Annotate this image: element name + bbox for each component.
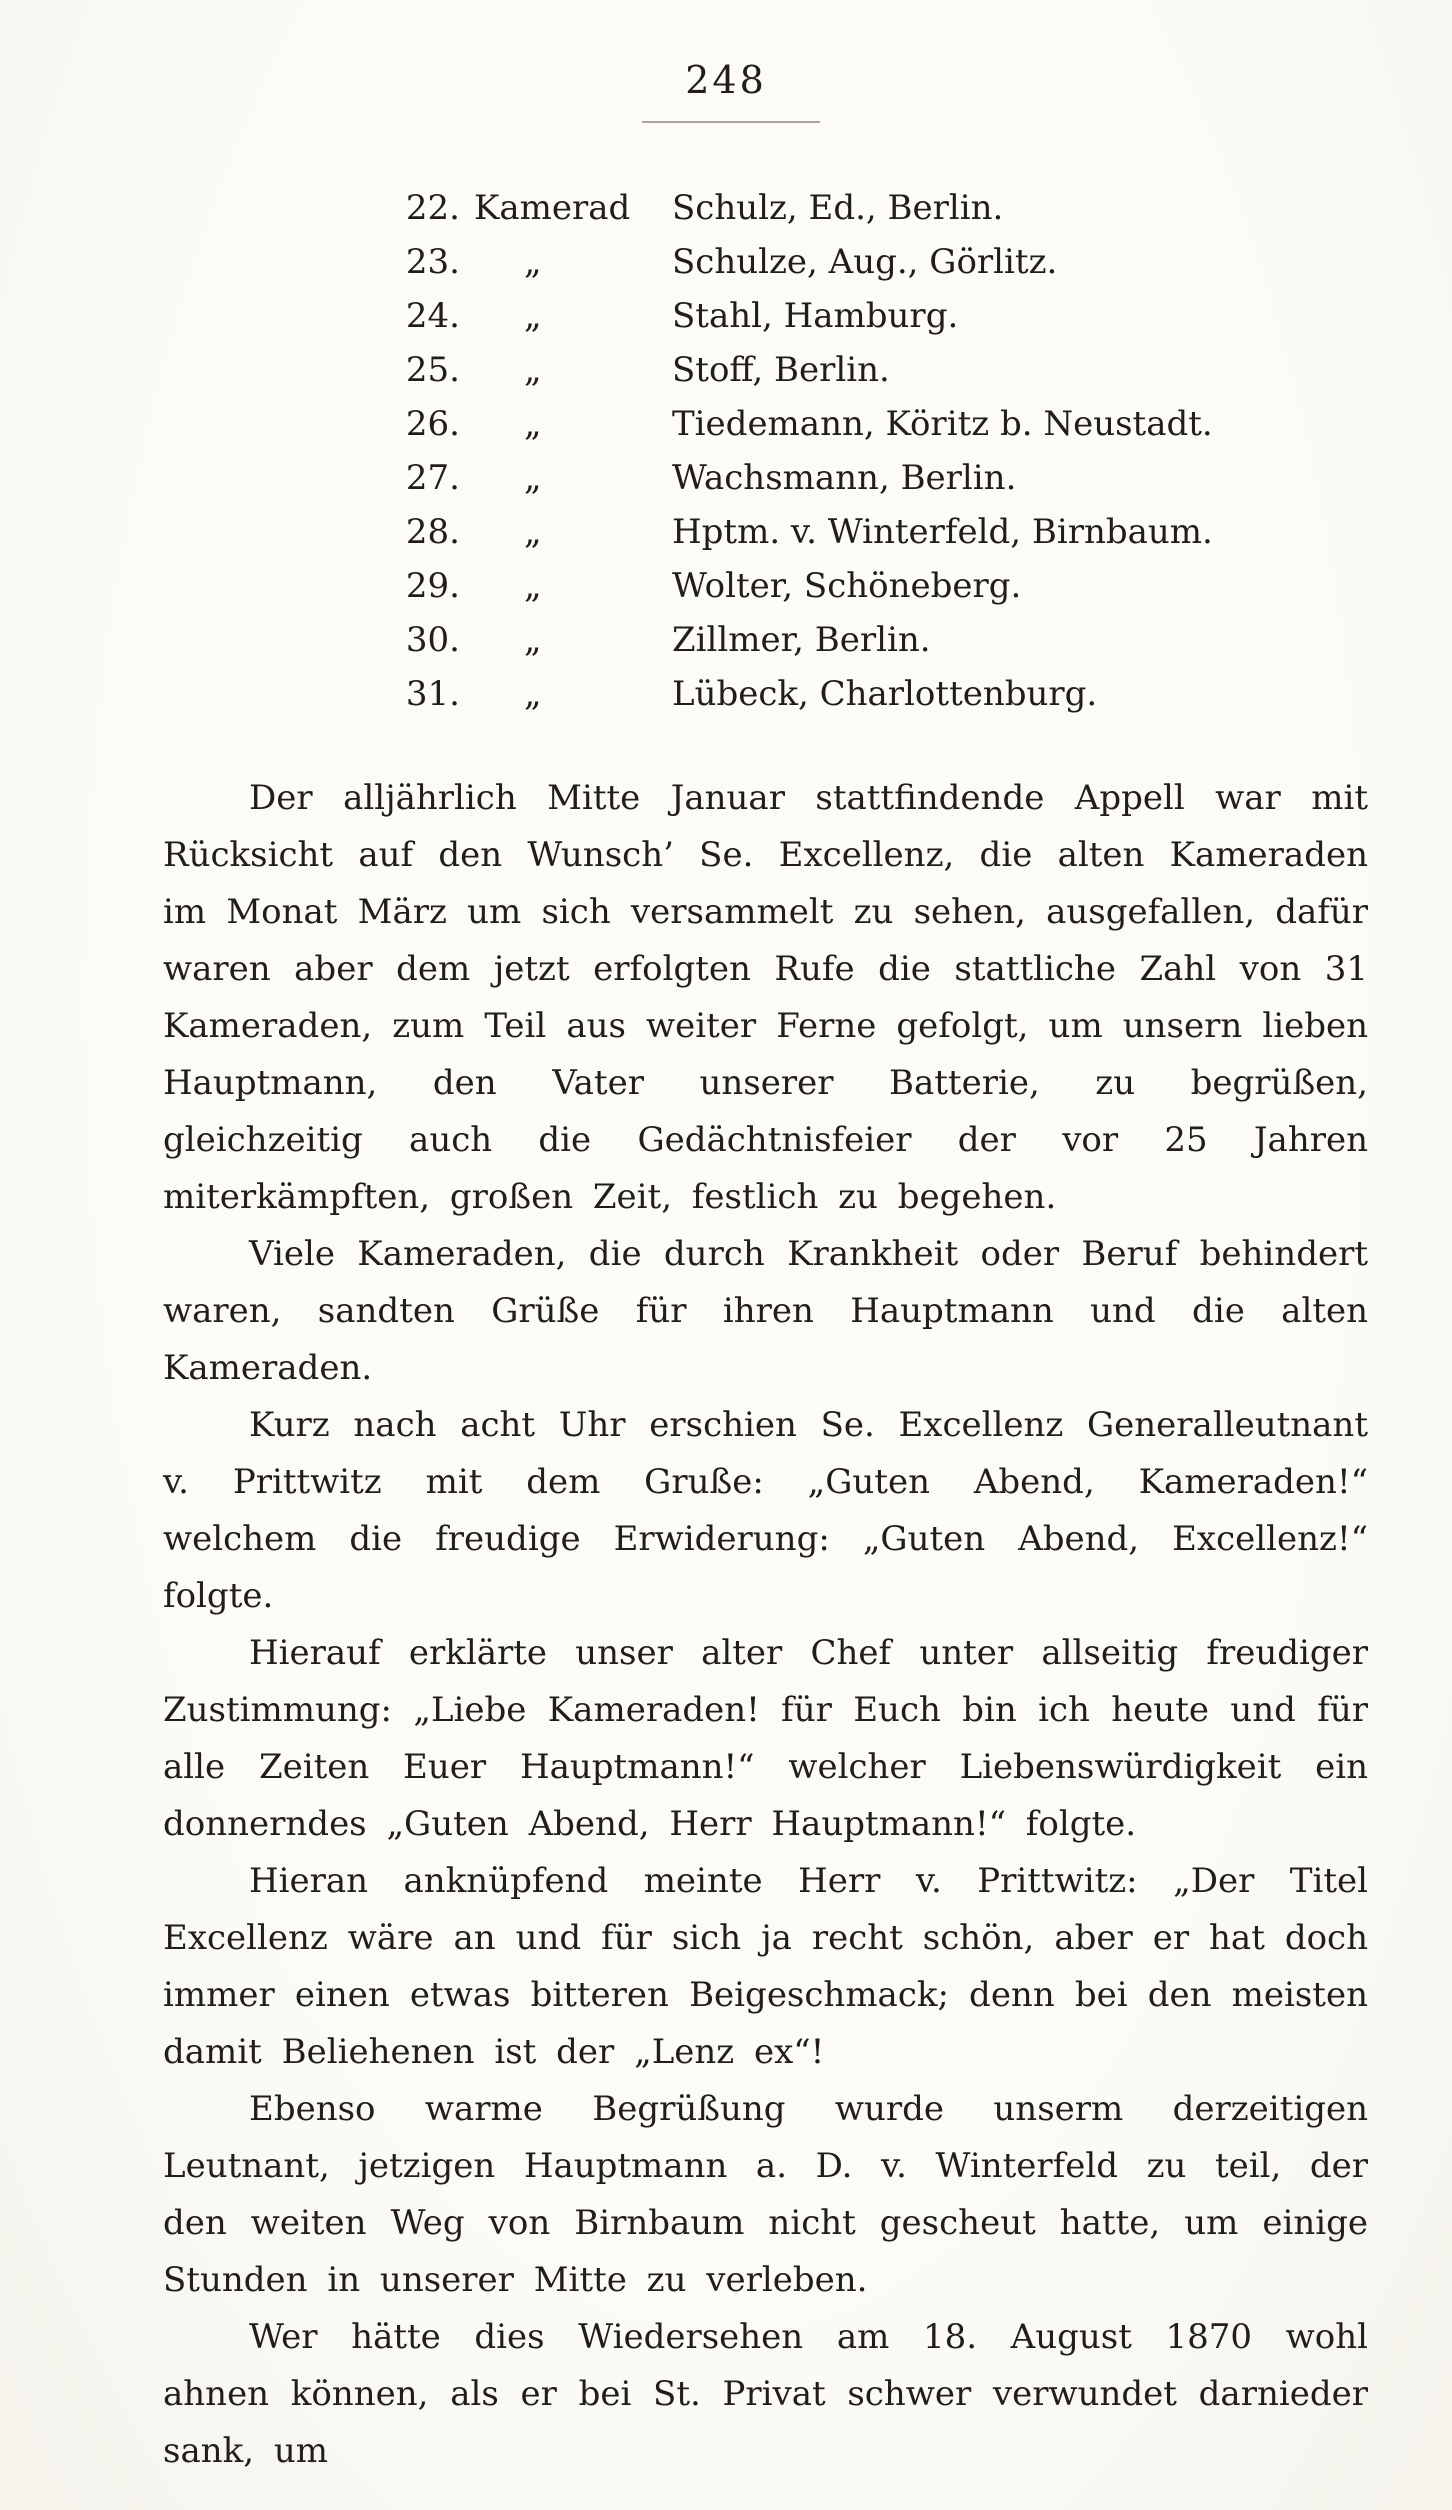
ditto-mark: „ [524,674,542,714]
list-item [382,674,1213,728]
list-item-name: Lübeck, Charlottenburg. [672,674,1098,714]
list-item-number: 24. [405,296,460,336]
list-item-name: Wolter, Schöneberg. [672,566,1022,606]
ditto-mark: „ [524,296,542,336]
ditto-mark: „ [524,242,542,282]
ditto-mark: „ [524,458,542,498]
paragraph: Wer hätte dies Wiedersehen am 18. August 1870 wohl ahnen können, als er bei St. Privat schwer verwundet darnieder sank, um [163,2317,1368,2471]
list-item-number: 28. [405,512,460,552]
list-item [382,296,1213,350]
list-item [382,458,1213,512]
paragraph: Der alljährlich Mitte Januar stattfindende Appell war mit Rücksicht auf den Wunsch’ Se. Excellenz, die alten Kameraden im Monat März um sich versammelt zu sehen, ausgefallen, dafür waren aber dem jetzt erfolgten Rufe die stattliche Zahl von 31 Kameraden, zum Teil aus weiter Ferne gefolgt, um unsern lieben Hauptmann, den Vater unserer Batterie, zu begrüßen, gleichzeitig auch die Gedächtnisfeier der vor 25 Jahren miterkämpften, großen Zeit, festlich zu begehen. [163,778,1368,1217]
ditto-mark: „ [524,404,542,444]
ditto-mark: „ [524,620,542,660]
paragraph: Hieran anknüpfend meinte Herr v. Prittwitz: „Der Titel Excellenz wäre an und für sich ja recht schön, aber er hat doch immer einen etwas bitteren Beigeschmack; denn bei den meisten damit Beliehenen ist der „Lenz ex“! [163,1861,1368,2072]
paragraph: Ebenso warme Begrüßung wurde unserm derzeitigen Leutnant, jetzigen Hauptmann a. D. v. Winterfeld zu teil, der den weiten Weg von Birnbaum nicht gescheut hatte, um einige Stunden in unserer Mitte zu verleben. [163,2089,1368,2300]
list-item-name: Stoff, Berlin. [672,350,890,390]
list-item-number: 22. [405,188,460,228]
attendee-list [382,188,1213,728]
list-item-name: Zillmer, Berlin. [672,620,931,660]
paragraph: Kurz nach acht Uhr erschien Se. Excellenz Generalleutnant v. Prittwitz mit dem Gruße: „Guten Abend, Kameraden!“ welchem die freudige Erwiderung: „Guten Abend, Excellenz!“ folgte. [163,1405,1368,1616]
list-item-name: Schulze, Aug., Görlitz. [672,242,1058,282]
list-item [382,404,1213,458]
list-item-name: Wachsmann, Berlin. [672,458,1017,498]
body-text [163,770,1368,2480]
paragraph: Viele Kameraden, die durch Krankheit oder Beruf behindert waren, sandten Grüße für ihren Hauptmann und die alten Kameraden. [163,1234,1368,1388]
list-item-number: 30. [405,620,460,660]
list-item-name: Hptm. v. Winterfeld, Birnbaum. [672,512,1213,552]
ditto-mark: „ [524,350,542,390]
list-item-number: 29. [405,566,460,606]
ditto-mark: „ [524,566,542,606]
list-item [382,620,1213,674]
list-item-number: 26. [405,404,460,444]
list-item-name: Tiedemann, Köritz b. Neustadt. [672,404,1213,444]
list-item-number: 31. [405,674,460,714]
page-number: 248 [685,58,767,102]
ditto-mark: „ [524,512,542,552]
list-item [382,350,1213,404]
paragraph: Hierauf erklärte unser alter Chef unter allseitig freudiger Zustimmung: „Liebe Kameraden! für Euch bin ich heute und für alle Zeiten Euer Hauptmann!“ welcher Liebenswürdigkeit ein donnerndes „Guten Abend, Herr Hauptmann!“ folgte. [163,1633,1368,1844]
list-item-number: 23. [405,242,460,282]
list-item-number: 27. [405,458,460,498]
list-item [382,188,1213,242]
list-item-title: Kamerad [474,188,631,228]
list-item-name: Stahl, Hamburg. [672,296,959,336]
list-item-name: Schulz, Ed., Berlin. [672,188,1004,228]
list-item [382,512,1213,566]
page-number-rule [642,121,820,123]
list-item [382,566,1213,620]
list-item [382,242,1213,296]
list-item-number: 25. [405,350,460,390]
